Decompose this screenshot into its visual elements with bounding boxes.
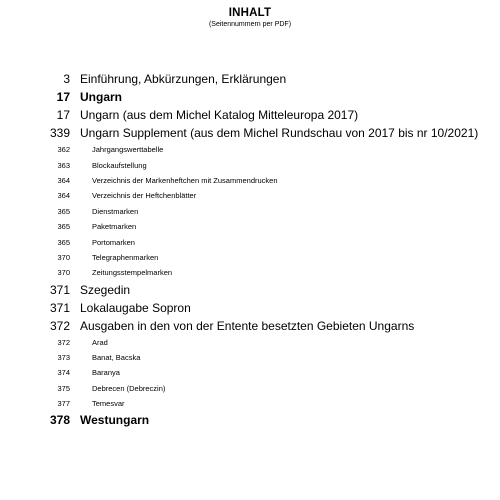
- toc-page-number: 339: [49, 126, 70, 140]
- toc-page-number: 373: [57, 353, 70, 363]
- toc-page-number: 3: [63, 72, 70, 86]
- toc-page-number: 370: [57, 268, 70, 278]
- toc-entry[interactable]: [0, 234, 500, 249]
- toc-page-number: 364: [57, 175, 70, 185]
- toc-page-number: 377: [57, 399, 70, 409]
- toc-entry[interactable]: [0, 265, 500, 280]
- page-subtitle: (Seitennummern per PDF): [208, 21, 292, 28]
- toc-page-number: 374: [57, 368, 70, 378]
- toc-page-number: 372: [57, 337, 70, 347]
- toc-entry-label: Westungarn: [80, 413, 150, 428]
- toc-entry[interactable]: [0, 188, 500, 203]
- toc-page-number: 365: [57, 237, 70, 247]
- toc-entry-label: Telegraphenmarken: [92, 252, 159, 262]
- toc-entry[interactable]: [0, 411, 500, 429]
- toc-entry-label: Blockaufstellung: [92, 160, 147, 170]
- toc-entry-label: Verzeichnis der Markenheftchen mit Zusammendrucken: [92, 175, 278, 185]
- toc-entry-label: Ungarn (aus dem Michel Katalog Mitteleuropa 2017): [80, 108, 359, 122]
- toc-entry-label: Arad: [92, 337, 108, 347]
- toc-entry[interactable]: [0, 299, 500, 317]
- toc-entry[interactable]: [0, 173, 500, 188]
- toc-entry-label: Dienstmarken: [92, 206, 139, 216]
- toc-entry[interactable]: [0, 281, 500, 299]
- toc-entry[interactable]: [0, 365, 500, 380]
- toc-entry[interactable]: [0, 142, 500, 157]
- toc-page-number: 371: [49, 300, 70, 315]
- toc-entry[interactable]: [0, 157, 500, 172]
- toc-entry-label: Portomarken: [92, 237, 135, 247]
- toc-entry-label: Banat, Bacska: [92, 353, 141, 363]
- toc-page-number: 364: [57, 191, 70, 201]
- toc-page-number: 370: [57, 252, 70, 262]
- toc-entry-label: Zeitungsstempelmarken: [92, 268, 173, 278]
- toc-entry[interactable]: [0, 335, 500, 350]
- toc-entry[interactable]: [0, 88, 500, 106]
- toc-page-number: 372: [49, 318, 70, 333]
- table-of-contents: [0, 70, 500, 429]
- toc-page-number: 365: [57, 206, 70, 216]
- toc-entry[interactable]: [0, 317, 500, 335]
- toc-entry-label: Ungarn Supplement (aus dem Michel Rundschau von 2017 bis nr 10/2021): [80, 126, 479, 140]
- toc-page-number: 17: [56, 108, 70, 122]
- toc-entry[interactable]: [0, 124, 500, 142]
- toc-entry-label: Temesvar: [92, 399, 125, 409]
- toc-page-number: 378: [49, 413, 70, 428]
- toc-entry[interactable]: [0, 396, 500, 411]
- toc-entry[interactable]: [0, 70, 500, 88]
- toc-entry[interactable]: [0, 106, 500, 124]
- toc-entry-label: Jahrgangswerttabelle: [92, 145, 164, 155]
- toc-page-number: 365: [57, 222, 70, 232]
- toc-entry[interactable]: [0, 350, 500, 365]
- toc-entry-label: Ungarn: [80, 90, 122, 104]
- page-title: INHALT: [228, 7, 272, 19]
- toc-entry[interactable]: [0, 219, 500, 234]
- toc-entry-label: Baranya: [92, 368, 120, 378]
- toc-entry-label: Einführung, Abkürzungen, Erklärungen: [80, 72, 287, 86]
- toc-page-number: 371: [49, 282, 70, 297]
- toc-page-number: 362: [57, 145, 70, 155]
- toc-entry[interactable]: [0, 250, 500, 265]
- toc-entry-label: Paketmarken: [92, 222, 137, 232]
- toc-page-number: 17: [56, 90, 70, 104]
- toc-entry-label: Ausgaben in den von der Entente besetzten Gebieten Ungarns: [80, 318, 415, 333]
- toc-entry-label: Verzeichnis der Heftchenblätter: [92, 191, 197, 201]
- toc-entry[interactable]: [0, 204, 500, 219]
- toc-page-number: 363: [57, 160, 70, 170]
- toc-page-number: 375: [57, 383, 70, 393]
- toc-entry[interactable]: [0, 381, 500, 396]
- toc-entry-label: Szegedin: [80, 282, 131, 297]
- toc-entry-label: Lokalaugabe Sopron: [80, 300, 191, 315]
- toc-entry-label: Debrecen (Debreczin): [92, 383, 166, 393]
